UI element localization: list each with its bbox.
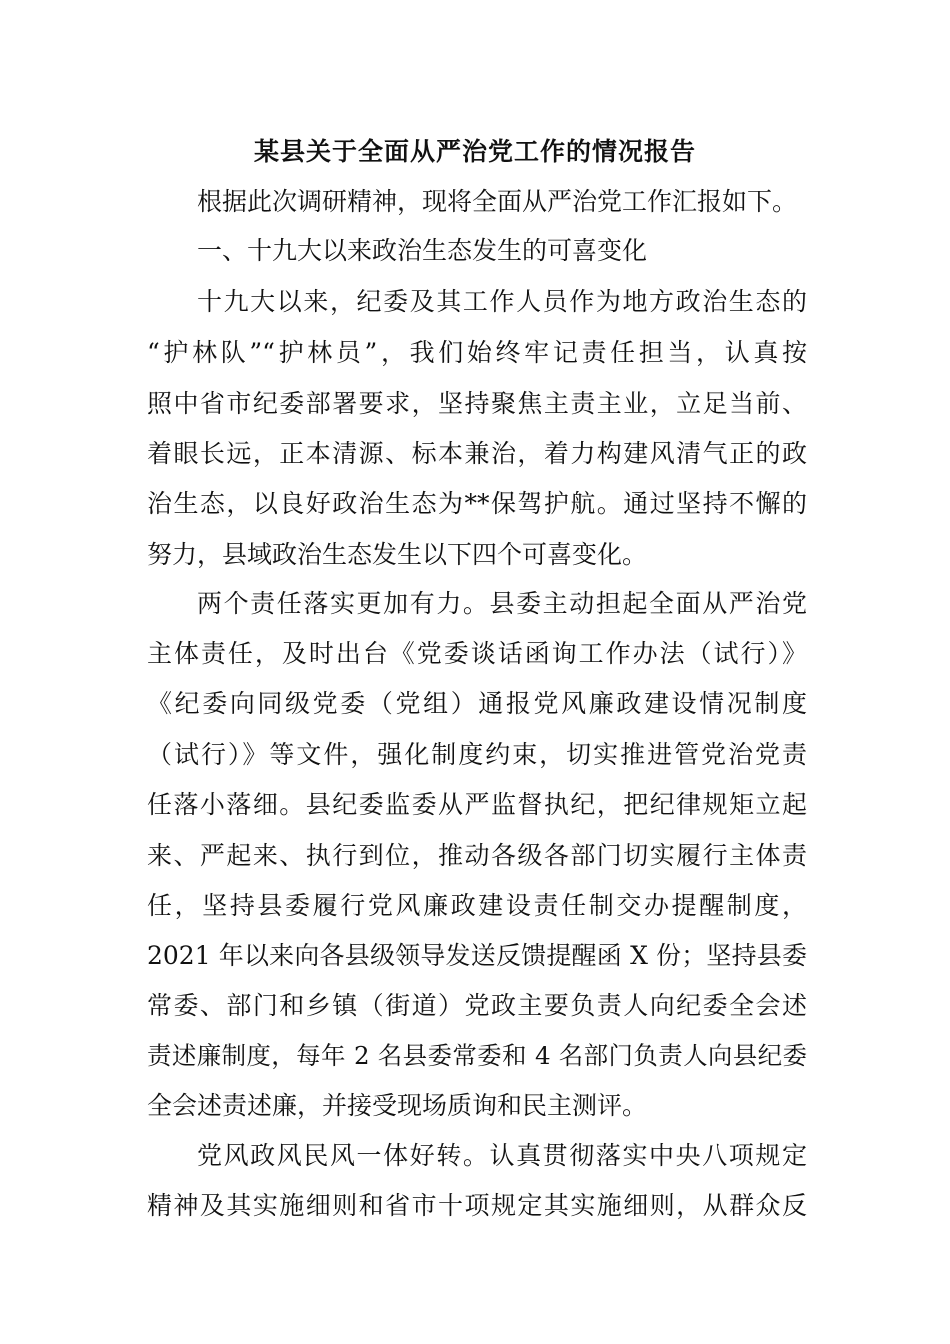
paragraph-line: 十九大以来，纪委及其工作人员作为地方政治生态的	[197, 287, 807, 316]
paragraph-line: 两个责任落实更加有力。县委主动担起全面从严治党	[197, 589, 807, 618]
paragraph-line: 来、严起来、执行到位，推动各级各部门切实履行主体责	[147, 841, 807, 870]
section-heading: 一、十九大以来政治生态发生的可喜变化	[197, 236, 648, 265]
paragraph-line: 2021 年以来向各县级领导发送反馈提醒函 X 份；坚持县委	[147, 941, 807, 970]
intro-paragraph: 根据此次调研精神，现将全面从严治党工作汇报如下。	[197, 187, 798, 216]
document-title: 某县关于全面从严治党工作的情况报告	[253, 137, 696, 166]
paragraph-line: 任，坚持县委履行党风廉政建设责任制交办提醒制度，	[147, 891, 807, 920]
paragraph-line: 常委、部门和乡镇（街道）党政主要负责人向纪委全会述	[147, 991, 807, 1020]
paragraph-line: 《纪委向同级党委（党组）通报党风廉政建设情况制度	[147, 689, 807, 718]
paragraph-line: 照中省市纪委部署要求，坚持聚焦主责主业，立足当前、	[147, 389, 807, 418]
paragraph-line: “护林队”“护林员”，我们始终牢记责任担当，认真按	[147, 338, 807, 367]
paragraph-line: （试行）》等文件，强化制度约束，切实推进管党治党责	[147, 740, 807, 769]
paragraph-line: 努力，县域政治生态发生以下四个可喜变化。	[147, 540, 648, 569]
paragraph-line: 党风政风民风一体好转。认真贯彻落实中央八项规定	[197, 1141, 807, 1170]
paragraph-line: 主体责任，及时出台《党委谈话函询工作办法（试行）》	[147, 639, 807, 668]
paragraph-line: 任落小落细。县纪委监委从严监督执纪，把纪律规矩立起	[147, 790, 807, 819]
paragraph-line: 治生态，以良好政治生态为**保驾护航。通过坚持不懈的	[147, 489, 807, 518]
paragraph-line: 着眼长远，正本清源、标本兼治，着力构建风清气正的政	[147, 439, 807, 468]
paragraph-line: 责述廉制度，每年 2 名县委常委和 4 名部门负责人向县纪委	[147, 1041, 807, 1070]
paragraph-line: 精神及其实施细则和省市十项规定其实施细则，从群众反	[147, 1191, 807, 1220]
paragraph-line: 全会述责述廉，并接受现场质询和民主测评。	[147, 1091, 648, 1120]
